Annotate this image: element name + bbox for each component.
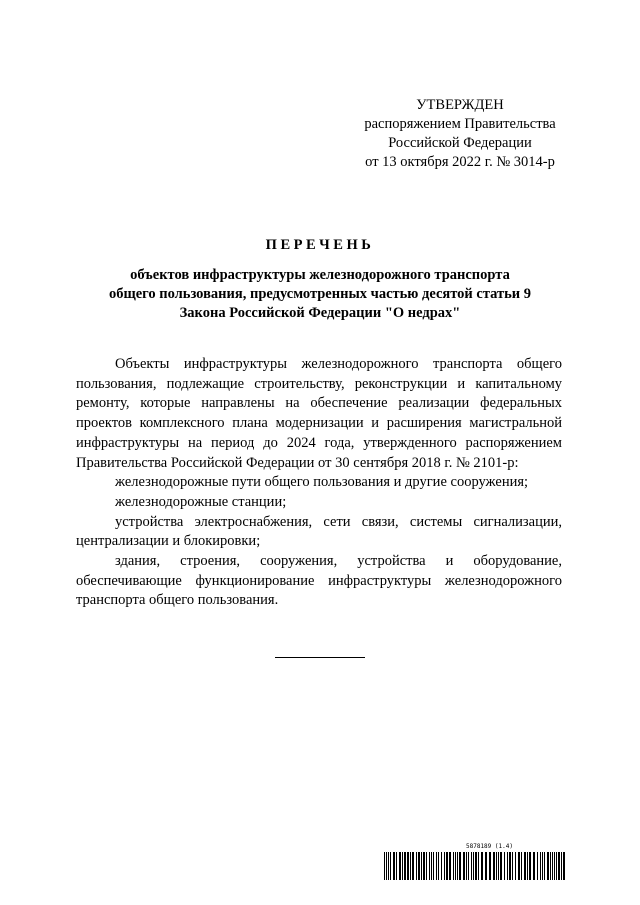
document-subtitle (60, 266, 580, 323)
barcode-number: 5878189 (1.4) (466, 843, 513, 850)
approval-line-1: распоряжением Правительства (364, 116, 556, 132)
intro-paragraph: Объекты инфраструктуры железнодорожного транспорта общего пользования, подлежащие строительству, реконструкции и капитальному ремонту, которые направлены на обеспечение реализации федеральных проектов комплексного плана модернизации и расширения магистральной инфраструктуры на период до 2024 года, утвержденного распоряжением Правительства Российской Федерации от 30 сентября 2018 г. № 2101-р: (76, 356, 562, 471)
list-item-railway-stations: железнодорожные станции; (115, 493, 287, 510)
subtitle-line-3: Закона Российской Федерации "О недрах" (179, 305, 461, 321)
list-item-power-signalling: устройства электроснабжения, сети связи, системы сигнализации, централизации и блокировки; (76, 513, 562, 550)
document-title: ПЕРЕЧЕНЬ (265, 237, 375, 253)
approval-line-3: от 13 октября 2022 г. № 3014-р (365, 154, 555, 170)
barcode-image (384, 852, 565, 880)
document-body (76, 355, 562, 611)
list-item-buildings-equipment: здания, строения, сооружения, устройства и оборудование, обеспечивающие функционирование инфраструктуры железнодорожного транспорта общего пользования. (76, 553, 562, 609)
approval-line-2: Российской Федерации (388, 135, 532, 151)
subtitle-line-2: общего пользования, предусмотренных частью десятой статьи 9 (108, 286, 532, 302)
end-divider (275, 657, 365, 658)
list-item-railway-tracks: железнодорожные пути общего пользования и другие сооружения; (115, 474, 529, 491)
approval-heading: УТВЕРЖДЕН (416, 97, 504, 113)
approval-stamp (340, 96, 580, 172)
subtitle-line-1: объектов инфраструктуры железнодорожного транспорта (130, 267, 510, 283)
